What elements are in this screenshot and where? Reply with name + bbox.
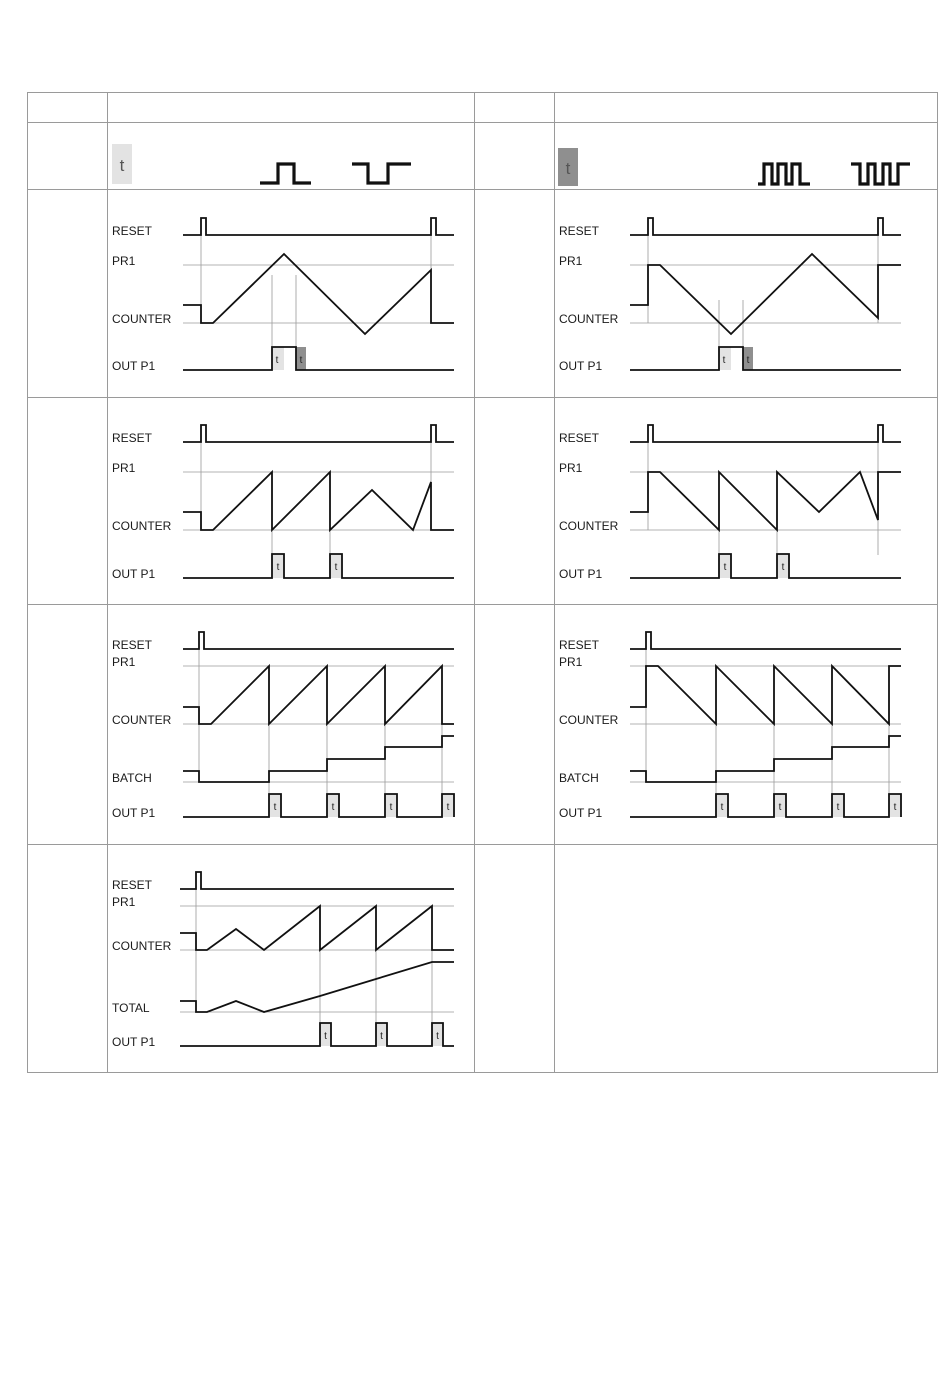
pulse-t-label: t [446,802,450,813]
reset-waveform [630,632,901,649]
pulse-t-label: t [276,562,280,573]
signal-label-reset: RESET [112,431,153,445]
pulse-t-label: t [273,802,277,813]
positive-pulse-icon [260,164,311,183]
pulse-t-label: t [331,802,335,813]
counter-waveform [180,906,454,950]
out-p1-waveform [183,794,454,817]
pulse-t-label: t [324,1031,327,1042]
legend-left [112,144,411,184]
diagram-down-count-batch [559,632,901,820]
signal-label-counter: COUNTER [559,519,619,533]
signal-label-batch: BATCH [559,771,599,785]
counter-waveform [183,254,454,334]
pulse-t-label: t [722,355,726,366]
signal-label-out-p1: OUT P1 [112,567,156,581]
reset-waveform [183,425,454,442]
signal-label-reset: RESET [112,638,153,652]
t-light-label: t [119,156,125,175]
total-waveform [180,962,454,1012]
pulse-t-label: t [893,802,897,813]
pulse-t-label: t [275,355,279,366]
signal-label-out-p1: OUT P1 [559,359,603,373]
pulse-t-label: t [723,562,727,573]
batch-waveform [183,736,454,782]
counter-waveform [183,472,454,530]
table-grid [27,92,938,1073]
out-p1-waveform [180,1023,454,1046]
signal-label-pr1: PR1 [559,655,583,669]
signal-label-counter: COUNTER [112,939,172,953]
signal-label-out-p1: OUT P1 [112,1035,156,1049]
pulse-t-label: t [746,355,750,366]
signal-label-pr1: PR1 [112,895,136,909]
pulse-train-icon [758,164,810,184]
pulse-t-label: t [836,802,840,813]
signal-label-reset: RESET [559,224,600,238]
signal-label-pr1: PR1 [559,254,583,268]
signal-label-reset: RESET [112,878,153,892]
diagram-total-count [112,872,454,1049]
signal-label-out-p1: OUT P1 [559,806,603,820]
signal-label-pr1: PR1 [112,254,136,268]
signal-label-counter: COUNTER [112,713,172,727]
pulse-t-label: t [299,355,303,366]
signal-label-counter: COUNTER [559,312,619,326]
pulse-t-label: t [389,802,393,813]
legend-right [558,148,910,186]
pulse-t-label: t [380,1031,383,1042]
out-p1-waveform [630,554,901,578]
counter-waveform [630,254,901,334]
diagram-up-count-batch [112,632,454,820]
out-p1-waveform [183,554,454,578]
pulse-t-label: t [781,562,785,573]
pulse-t-label: t [778,802,782,813]
reset-waveform [180,872,454,889]
diagram-up-count-reversible [112,218,454,373]
diagram-up-count-auto-reset [112,425,454,581]
signal-label-pr1: PR1 [112,461,136,475]
out-p1-waveform [630,794,901,817]
out-p1-waveform [630,347,901,370]
signal-label-reset: RESET [559,638,600,652]
reset-waveform [183,632,454,649]
signal-label-counter: COUNTER [559,713,619,727]
signal-label-batch: BATCH [112,771,152,785]
counter-waveform [183,666,454,724]
t-dark-label: t [565,159,571,178]
diagram-down-count-auto-reset [559,425,901,581]
reset-waveform [630,425,901,442]
diagram-down-count-reversible [559,218,901,373]
signal-label-out-p1: OUT P1 [559,567,603,581]
signal-label-out-p1: OUT P1 [112,806,156,820]
counter-waveform [630,472,901,530]
signal-label-out-p1: OUT P1 [112,359,156,373]
reset-waveform [630,218,901,235]
pulse-t-label: t [436,1031,439,1042]
signal-label-pr1: PR1 [112,655,136,669]
reset-waveform [183,218,454,235]
out-p1-waveform [183,347,454,370]
counter-waveform [630,666,901,724]
signal-label-pr1: PR1 [559,461,583,475]
pulse-t-label: t [334,562,338,573]
signal-label-counter: COUNTER [112,312,172,326]
signal-label-total: TOTAL [112,1001,150,1015]
inverted-pulse-train-icon [851,164,910,184]
pulse-t-label: t [720,802,724,813]
negative-pulse-icon [352,164,411,183]
batch-waveform [630,736,901,782]
signal-label-reset: RESET [559,431,600,445]
signal-label-counter: COUNTER [112,519,172,533]
signal-label-reset: RESET [112,224,153,238]
